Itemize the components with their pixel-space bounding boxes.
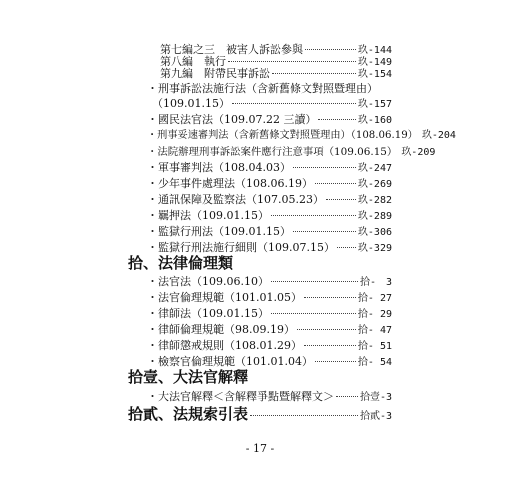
toc-entry-label: ・監獄行刑法（109.01.15） (147, 225, 291, 238)
leader-dots (318, 119, 355, 120)
leader-dots (305, 49, 356, 50)
page-number: - 17 - (245, 442, 275, 455)
toc-entry-label: 第七編之三 被害人訴訟參與 (160, 43, 303, 56)
leader-dots (271, 313, 356, 314)
toc-entry-label: ・刑事訴訟法施行法（含新舊條文對照暨理由） (147, 82, 378, 95)
toc-entry-label: ・法官倫理規範（101.01.05） (147, 291, 302, 304)
leader-dots (304, 345, 356, 346)
toc-entry-line2 (152, 97, 392, 112)
leader-dots (315, 361, 356, 362)
section-heading-10: 拾、法律倫理類 (128, 254, 234, 272)
toc-entry (147, 129, 456, 143)
leader-dots (228, 61, 356, 62)
toc-entry-page: 拾- 51 (357, 341, 392, 352)
toc-entry-page: 玖-329 (357, 243, 392, 254)
toc-entry (147, 113, 392, 128)
toc-entry-label: 第九編 附帶民事訴訟 (160, 67, 270, 80)
toc-entry-label: ・軍事審判法（108.04.03） (147, 161, 291, 174)
toc-entry-label-cont: （109.01.15） (152, 97, 230, 110)
toc-entry-label: ・少年事件處理法（108.06.19） (147, 177, 313, 190)
toc-entry-page: 玖-157 (357, 99, 392, 110)
leader-dots (336, 396, 358, 397)
toc-entry-label: ・律師倫理規範（98.09.19） (147, 323, 295, 336)
leader-dots (304, 297, 356, 298)
section-heading-12: 拾貳、法規索引表 (128, 405, 249, 423)
toc-entry-label: ・羈押法（109.01.15） (147, 209, 269, 222)
toc-entry-page: 拾貳-3 (359, 411, 392, 422)
toc-entry-page: 玖-154 (357, 69, 392, 80)
leader-dots (297, 329, 356, 330)
leader-dots (272, 73, 356, 74)
toc-entry-label: ・國民法官法（109.07.22 三讀） (147, 113, 317, 126)
leader-dots (271, 215, 356, 216)
toc-entry-page: 玖-144 (357, 45, 392, 56)
leader-dots (337, 247, 356, 248)
leader-dots (250, 415, 358, 416)
toc-entry (147, 307, 392, 322)
leader-dots (326, 199, 356, 200)
toc-entry (147, 390, 392, 405)
toc-entry-page: 玖-209 (401, 147, 436, 158)
toc-entry-page: 玖-247 (357, 163, 392, 174)
toc-entry-label: ・律師懲戒規則（108.01.29） (147, 339, 302, 352)
leader-dots (315, 183, 356, 184)
toc-entry-label: ・監獄行刑法施行細則（109.07.15） (147, 241, 335, 254)
toc-entry (160, 67, 392, 82)
toc-entry (147, 291, 392, 306)
toc-entry-page: 拾- 27 (357, 293, 392, 304)
toc-entry-label: 第八編 執行 (160, 55, 226, 68)
leader-dots (232, 103, 356, 104)
toc-entry-label: ・律師法（109.01.15） (147, 307, 269, 320)
toc-entry-page: 玖-204 (421, 130, 456, 141)
toc-entry-page: 玖-160 (357, 115, 392, 126)
toc-entry (147, 177, 392, 192)
toc-entry (147, 161, 392, 176)
section-heading-12-row (128, 405, 392, 424)
toc-entry-page: 玖-269 (357, 179, 392, 190)
toc-entry-page: 拾- 47 (357, 325, 392, 336)
toc-entry-label: ・大法官解釋＜含解釋爭點暨解釋文＞ (147, 390, 334, 403)
leader-dots (293, 167, 356, 168)
toc-entry-page: 拾- 54 (357, 357, 392, 368)
toc-entry-page: 玖-149 (357, 57, 392, 68)
toc-entry (147, 339, 392, 354)
toc-entry-label: ・法院辦理刑事訴訟案件應行注意事項（109.06.15） (147, 146, 398, 158)
toc-entry (147, 145, 436, 160)
leader-dots (293, 231, 356, 232)
toc-entry-page: 玖-306 (357, 227, 392, 238)
toc-entry-label: ・刑事妥速審判法（含新舊條文對照暨理由）（108.06.19） (147, 130, 418, 141)
toc-entry-label: ・通訊保障及監察法（107.05.23） (147, 193, 324, 206)
toc-entry-page: 拾壹-3 (359, 392, 392, 403)
leader-dots (271, 281, 358, 282)
toc-entry (147, 275, 392, 290)
section-heading-11: 拾壹、大法官解釋 (128, 368, 249, 386)
toc-entry (147, 225, 392, 240)
toc-entry (147, 209, 392, 224)
toc-entry-page: 拾- 3 (359, 277, 392, 288)
toc-entry (147, 193, 392, 208)
toc-entry-label: ・法官法（109.06.10） (147, 275, 269, 288)
toc-entry-page: 玖-282 (357, 195, 392, 206)
toc-entry-page: 玖-289 (357, 211, 392, 222)
toc-entry-label: ・檢察官倫理規範（101.01.04） (147, 355, 313, 368)
toc-entry-line1 (147, 82, 392, 96)
toc-entry (147, 323, 392, 338)
toc-entry-page: 拾- 29 (357, 309, 392, 320)
